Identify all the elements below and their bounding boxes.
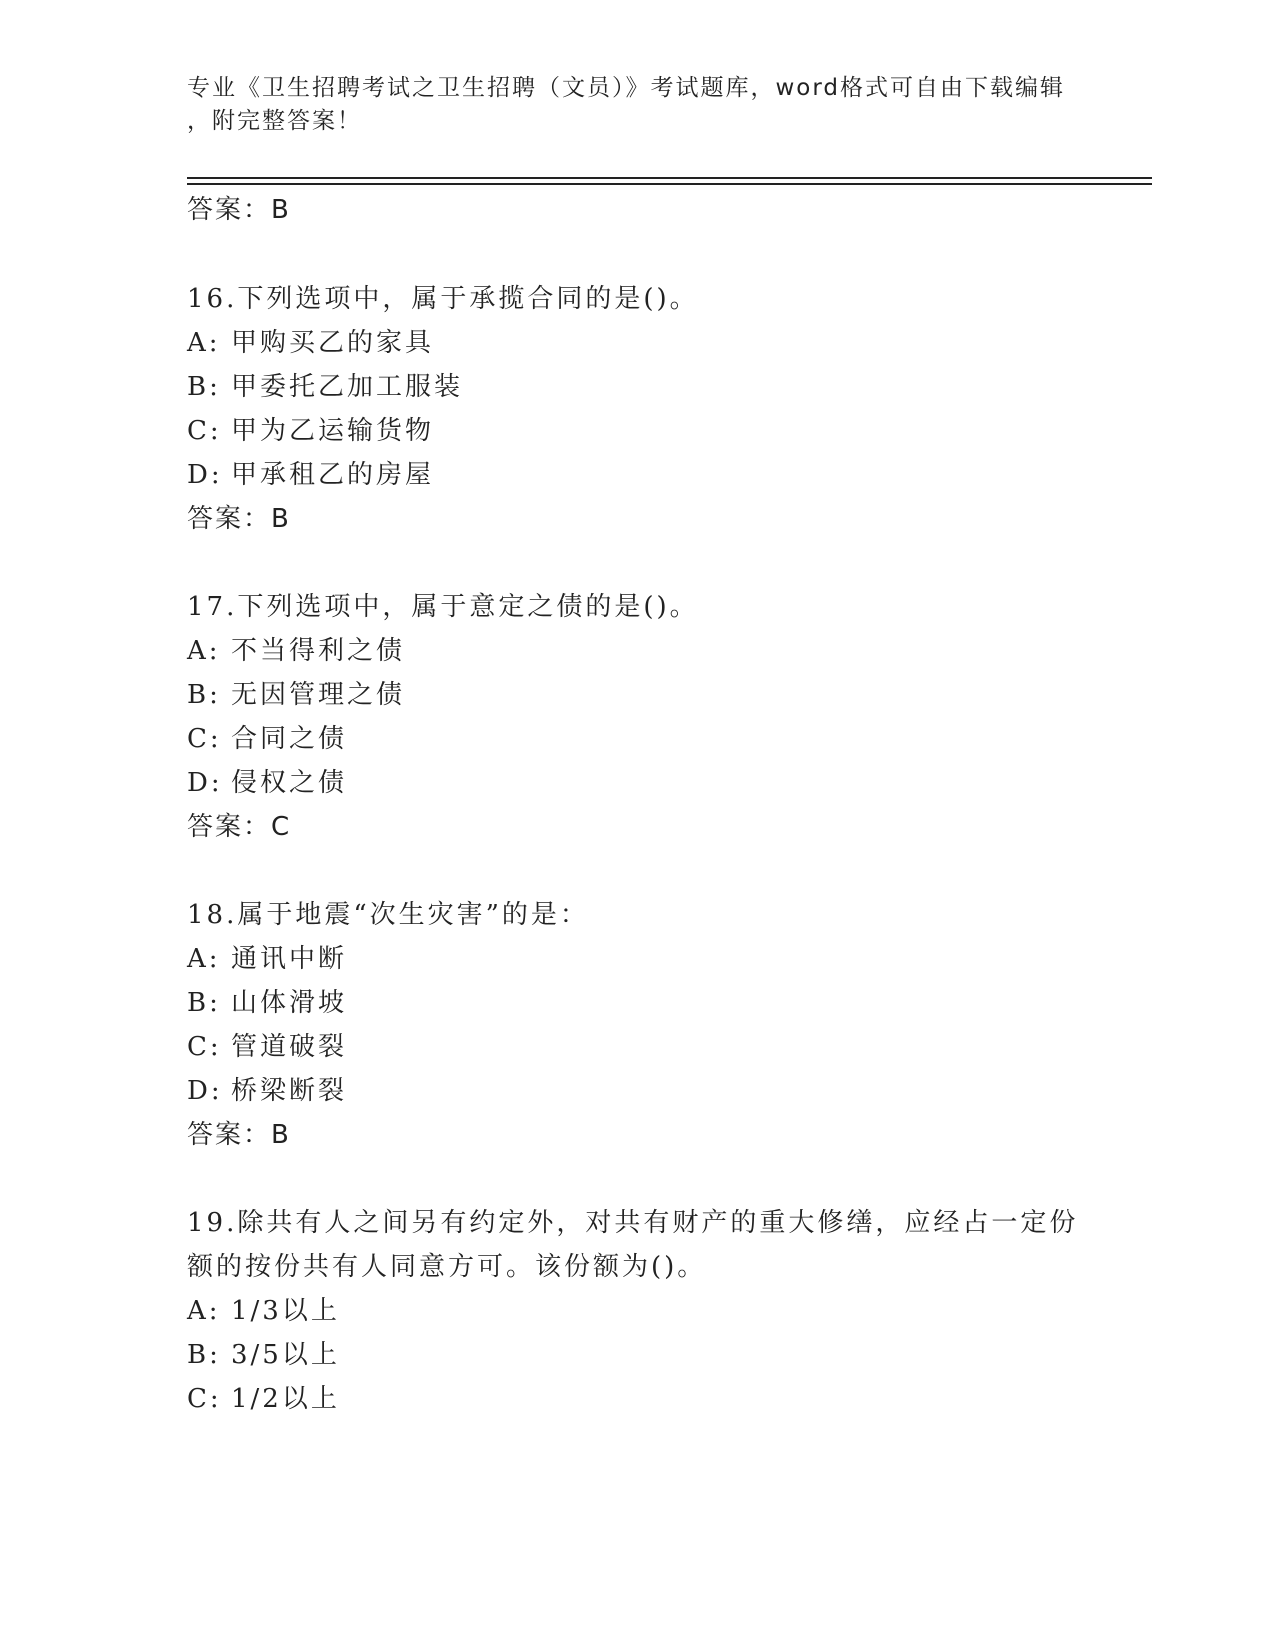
question-19-option-a (187, 1295, 340, 1327)
header-line-1: 专业《卫生招聘考试之卫生招聘（文员）》考试题库，word格式可自由下载编辑 (187, 75, 1066, 101)
option-label: C: (187, 1032, 222, 1062)
question-17-option-c (187, 723, 347, 755)
question-16-option-d (187, 459, 434, 491)
question-18-option-c (187, 1031, 347, 1063)
option-text: 3/5以上 (231, 1340, 340, 1370)
option-label: B: (187, 680, 221, 710)
question-16-option-c (187, 415, 434, 447)
option-text: 合同之债 (231, 724, 348, 754)
option-label: D: (187, 460, 223, 490)
question-17-option-d (187, 767, 347, 799)
question-17-text: 17.下列选项中，属于意定之债的是()。 (187, 592, 699, 622)
option-label: A: (187, 944, 221, 974)
header-divider-top (187, 177, 1152, 179)
question-16-answer: 答案：B (187, 504, 291, 534)
option-label: C: (187, 724, 222, 754)
question-16-text: 16.下列选项中，属于承揽合同的是()。 (187, 284, 699, 314)
question-18-option-d (187, 1075, 347, 1107)
option-label: B: (187, 988, 221, 1018)
option-text: 甲购买乙的家具 (231, 328, 435, 358)
question-18-option-a (187, 943, 347, 975)
question-18-text: 18.属于地震“次生灾害”的是： (187, 900, 589, 930)
option-text: 甲承租乙的房屋 (231, 460, 435, 490)
option-text: 侵权之债 (231, 768, 348, 798)
option-text: 无因管理之债 (231, 680, 406, 710)
option-label: D: (187, 1076, 223, 1106)
question-18-answer: 答案：B (187, 1120, 291, 1150)
question-19-option-c (187, 1383, 340, 1415)
question-17-option-b (187, 679, 405, 711)
option-label: C: (187, 1384, 222, 1414)
option-text: 1/2以上 (231, 1384, 340, 1414)
question-16-option-b (187, 371, 463, 403)
header-line-2: ，附完整答案！ (187, 108, 362, 134)
answer-previous: 答案：B (187, 195, 291, 225)
option-text: 甲委托乙加工服装 (231, 372, 464, 402)
question-17-answer: 答案：C (187, 812, 292, 842)
header-divider-bottom (187, 183, 1152, 185)
option-label: A: (187, 1296, 221, 1326)
option-text: 山体滑坡 (231, 988, 348, 1018)
option-text: 桥梁断裂 (231, 1076, 348, 1106)
document-header (187, 72, 1067, 138)
option-label: A: (187, 328, 221, 358)
question-18-option-b (187, 987, 347, 1019)
question-19-option-b (187, 1339, 340, 1371)
option-text: 1/3以上 (231, 1296, 340, 1326)
option-label: B: (187, 372, 221, 402)
option-text: 通讯中断 (231, 944, 348, 974)
question-16-option-a (187, 327, 434, 359)
option-label: A: (187, 636, 221, 666)
question-19-text-line-1: 19.除共有人之间另有约定外，对共有财产的重大修缮，应经占一定份 (187, 1208, 1079, 1238)
option-text: 甲为乙运输货物 (231, 416, 435, 446)
option-text: 不当得利之债 (231, 636, 406, 666)
question-19-text-line-2: 额的按份共有人同意方可。该份额为()。 (187, 1252, 707, 1282)
option-text: 管道破裂 (231, 1032, 348, 1062)
option-label: D: (187, 768, 223, 798)
option-label: C: (187, 416, 222, 446)
question-17-option-a (187, 635, 405, 667)
option-label: B: (187, 1340, 221, 1370)
